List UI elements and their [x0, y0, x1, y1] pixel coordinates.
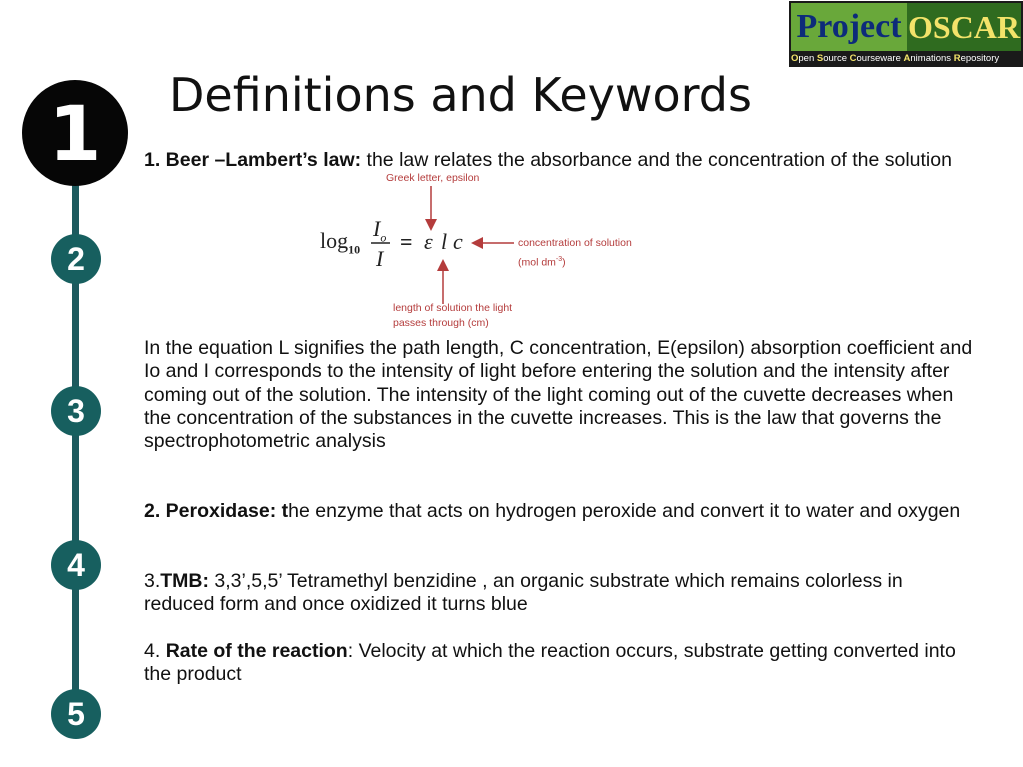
- equation-epsilon: ε: [424, 229, 433, 254]
- page-title: Definitions and Keywords: [169, 68, 752, 122]
- label-units: (mol $dm^{-3}$): [518, 256, 566, 269]
- definition-label: 1. Beer –Lambert’s law:: [144, 149, 362, 171]
- equation-denominator: I: [376, 246, 384, 271]
- step-4[interactable]: 4: [51, 540, 101, 590]
- definition-text: : Velocity at which the reaction occurs, substrate getting converted into the product: [144, 640, 956, 686]
- logo-word-oscar: OSCAR: [907, 3, 1021, 51]
- logo-top: [791, 3, 1021, 51]
- definition-label: Rate of the reaction: [165, 640, 348, 662]
- equation-numerator: $I_o$: [373, 216, 387, 245]
- definition-text: the law relates the absorbance and the concentration of the solution: [361, 149, 952, 171]
- label-concentration: concentration of solution: [518, 237, 632, 249]
- logo-subtitle: Open Source Courseware Animations Repository: [791, 53, 1000, 64]
- definition-label: 2. Peroxidase: t: [144, 500, 289, 522]
- step-2[interactable]: 2: [51, 234, 101, 284]
- label-length-2: passes through (cm): [393, 317, 489, 329]
- equation-l: l: [441, 229, 448, 254]
- beer-lambert-equation-figure: [318, 170, 638, 334]
- definition-text: he enzyme that acts on hydrogen peroxide and convert it to water and oxygen: [288, 500, 961, 522]
- definition-text: 3,3’,5,5’ Tetramethyl benzidine , an organic substrate which remains colorless in reduced form and once oxidized it turns blue: [144, 570, 903, 616]
- step-3[interactable]: 3: [51, 386, 101, 436]
- logo-word-project: Project: [791, 3, 907, 51]
- equation-explanation: In the equation L signifies the path length, C concentration, E(epsilon) absorption coefficient and Io and I corresponds to the intensity of light before entering the solution and the intensity after coming out of the solution. The intensity of the light coming out of the cuvette decreases when the concentration of the substances in the cuvette increases. This is the law that governs the spectrophotometric analysis: [144, 337, 973, 453]
- equation-equals: =: [400, 229, 413, 254]
- equation-log: $\log_{10}$: [320, 228, 361, 257]
- label-length: length of solution the light: [393, 302, 513, 314]
- definition-tmb: 3.TMB: 3,3’,5,5’ Tetramethyl benzidine , an organic substrate which remains colorless in reduced form and once oxidized it turns blue: [144, 570, 903, 616]
- label-epsilon: Greek letter, epsilon: [386, 172, 480, 184]
- equation-c: c: [453, 229, 463, 254]
- definition-label: TMB:: [160, 570, 209, 592]
- step-5[interactable]: 5: [51, 689, 101, 739]
- definition-rate-of-reaction: 4. Rate of the reaction: Velocity at which the reaction occurs, substrate getting converted into the product: [144, 640, 956, 686]
- step-1-active[interactable]: 1: [22, 80, 128, 186]
- project-oscar-logo: [789, 1, 1023, 67]
- definition-beer-lambert: [144, 149, 974, 172]
- definition-peroxidase: [144, 500, 974, 523]
